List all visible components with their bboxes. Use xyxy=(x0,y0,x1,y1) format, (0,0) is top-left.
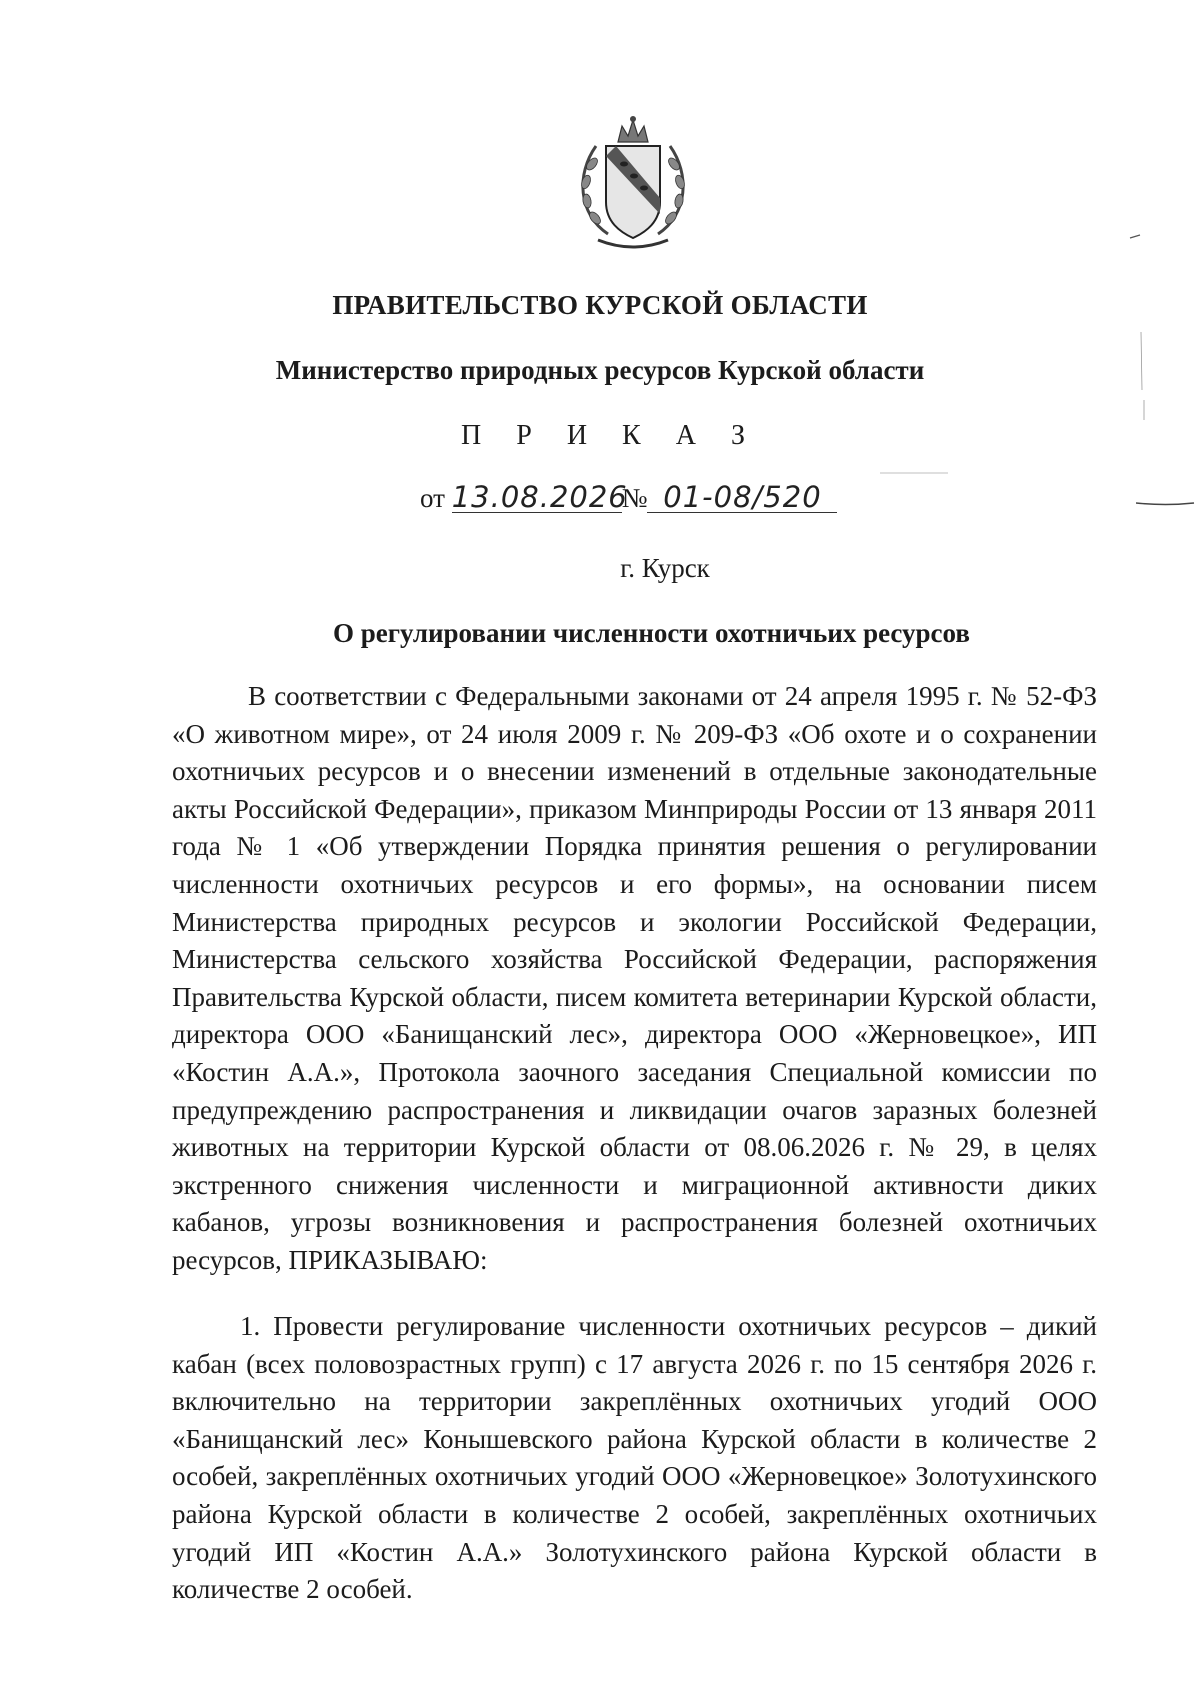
order-item-1: 1. Провести регулирование численности охотничьих ресурсов – дикий кабан (всех половозрастных групп) с 17 августа 2026 г. по 15 сентября 2026 г. включительно на территории закреплённых охотничьих угодий ООО «Банищанский лес» Конышевского района Курской области в количестве 2 особей, закреплённых охотничьих угодий ООО «Жерновецкое» Золотухинского района Курской области в количестве 2 особей, закреплённых охотничьих угодий ИП «Костин А.А.» Золотухинского района Курской области в количестве 2 особей. xyxy=(172,1311,1097,1605)
number-label: № xyxy=(621,483,648,513)
scan-artifact-faint-line xyxy=(880,470,950,476)
ministry-title: Министерство природных ресурсов Курской области xyxy=(275,355,925,385)
order-subject: О регулировании численности охотничьих ресурсов xyxy=(333,618,970,648)
scan-artifact-mark xyxy=(1128,232,1142,242)
document-type-title: П Р И К А З xyxy=(461,420,759,451)
scan-artifact-margin-line xyxy=(1138,330,1148,430)
handwritten-number: 01-08/520 xyxy=(647,482,837,513)
city-label: г. Курск xyxy=(620,553,710,583)
preamble-paragraph: В соответствии с Федеральными законами от 24 апреля 1995 г. № 52-ФЗ «О животном мире», от 24 июля 2009 г. № 209-ФЗ «Об охоте и о сохранении охотничьих ресурсов и о внесении изменений в отдельные законодательные акты Российской Федерации», приказом Минприроды России от 13 января 2011 года № 1 «Об утверждении Порядка принятия решения о регулировании численности охотничьих ресурсов и его формы», на основании писем Министерства природных ресурсов и экологии Российской Федерации, Министерства сельского хозяйства Российской Федерации, распоряжения Правительства Курской области, писем комитета ветеринарии Курской области, директора ООО «Банищанский лес», директора ООО «Жерновецкое», ИП «Костин А.А.», Протокола заочного заседания Специальной комиссии по предупреждению распространения и ликвидации очагов заразных болезней животных на территории Курской области от 08.06.2026 г. № 29, в целях экстренного снижения численности и миграционной активности диких кабанов, угрозы возникновения и распространения болезней охотничьих ресурсов, ПРИКАЗЫВАЮ: xyxy=(172,681,1097,1275)
handwritten-date: 13.08.2026 xyxy=(451,480,628,514)
government-title: ПРАВИТЕЛЬСТВО КУРСКОЙ ОБЛАСТИ xyxy=(332,290,868,320)
coat-of-arms-icon xyxy=(568,114,698,254)
date-prefix-label: от xyxy=(420,483,445,513)
date-number-line xyxy=(420,482,837,514)
scan-artifact-dash xyxy=(1136,500,1196,508)
